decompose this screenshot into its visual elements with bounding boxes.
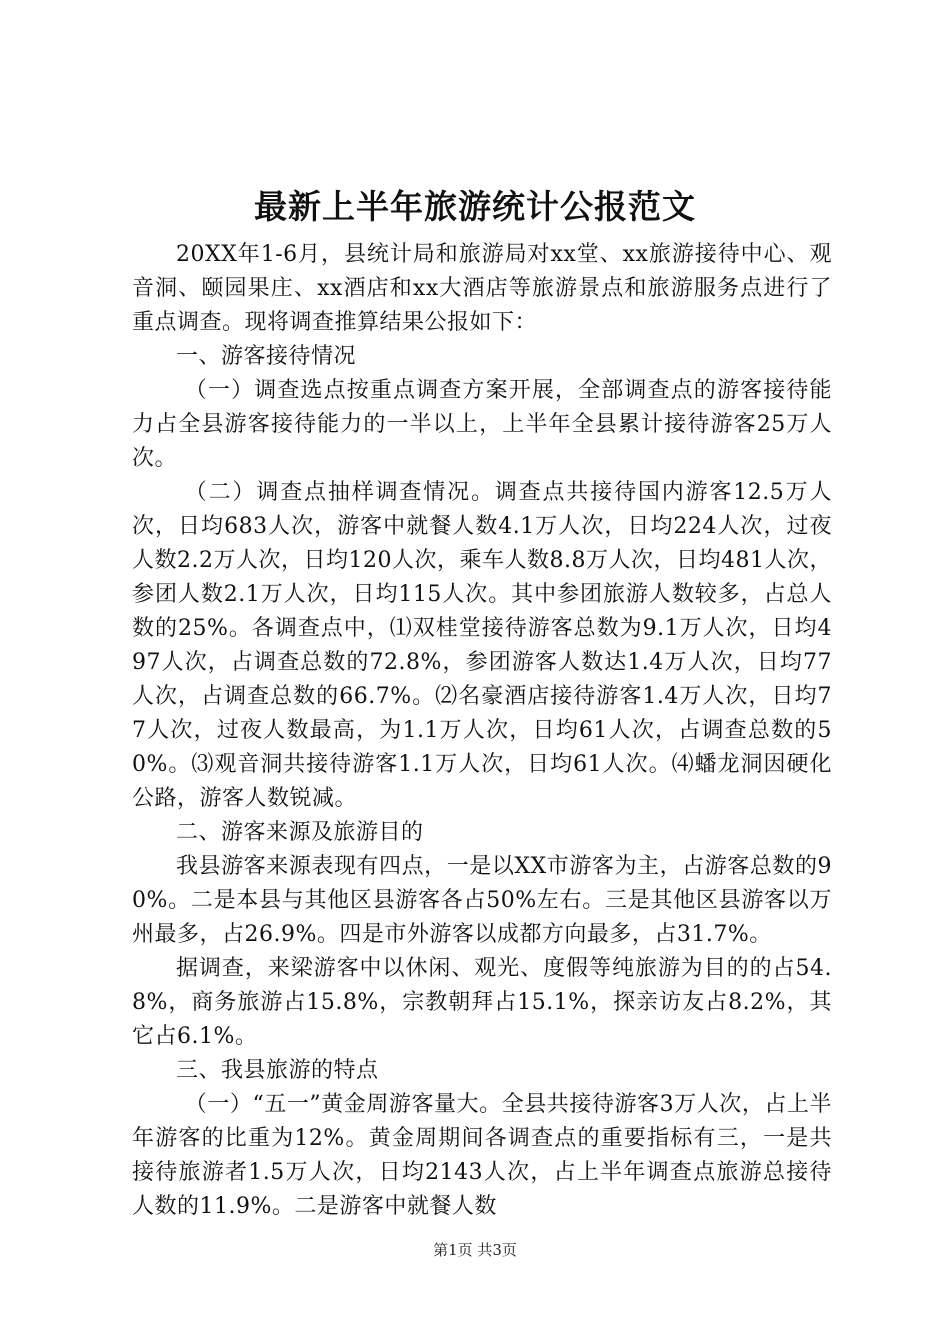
section-heading-2: 二、游客来源及旅游目的 <box>176 820 424 845</box>
document-title: 最新上半年旅游统计公报范文 <box>254 187 696 226</box>
paragraph-3-1: （一）“五一”黄金周游客量大。全县共接待游客3万人次，占上半年游客的比重为12%。黄金周期间各调查点的重要指标有三，一是共接待旅游者1.5万人次，日均2143人次，占上半年调查点旅游总接待人数的11.9%。二是游客中就餐人数 <box>132 1092 832 1219</box>
paragraph-2-2: 据调查，来梁游客中以休闲、观光、度假等纯旅游为目的的占54.8%，商务旅游占15.8%，宗教朝拜占15.1%，探亲访友占8.2%，其它占6.1%。 <box>132 956 832 1049</box>
paragraph-1-2: （二）调查点抽样调查情况。调查点共接待国内游客12.5万人次，日均683人次，游客中就餐人数4.1万人次，日均224人次，过夜人数2.2万人次，日均120人次，乘车人数8.8万人次，日均481人次，参团人数2.1万人次，日均115人次。其中参团旅游人数较多，占总人数的25%。各调查点中，⑴双桂堂接待游客总数为9.1万人次，日均497人次，占调查总数的72.8%，参团游客人数达1.4万人次，日均77人次，占调查总数的66.7%。⑵名豪酒店接待游客1.4万人次，日均77人次，过夜人数最高，为1.1万人次，日均61人次，占调查总数的50%。⑶观音洞共接待游客1.1万人次，日均61人次。⑷蟠龙洞因硬化公路，游客人数锐减。 <box>132 480 832 811</box>
paragraph-2-1: 我县游客来源表现有四点，一是以XX市游客为主，占游客总数的90%。二是本县与其他区县游客各占50%左右。三是其他区县游客以万州最多，占26.9%。四是市外游客以成都方向最多，占31.7%。 <box>132 854 832 947</box>
intro-paragraph: 20XX年1-6月，县统计局和旅游局对xx堂、xx旅游接待中心、观音洞、颐园果庄、xx酒店和xx大酒店等旅游景点和旅游服务点进行了重点调查。现将调查推算结果公报如下： <box>132 242 832 335</box>
paragraph-1-1: （一）调查选点按重点调查方案开展，全部调查点的游客接待能力占全县游客接待能力的一半以上，上半年全县累计接待游客25万人次。 <box>132 378 832 471</box>
section-heading-3: 三、我县旅游的特点 <box>176 1058 379 1083</box>
page-number-footer: 第1页 共3页 <box>433 1241 517 1259</box>
section-heading-1: 一、游客接待情况 <box>176 344 357 369</box>
document-body <box>132 238 832 1224</box>
